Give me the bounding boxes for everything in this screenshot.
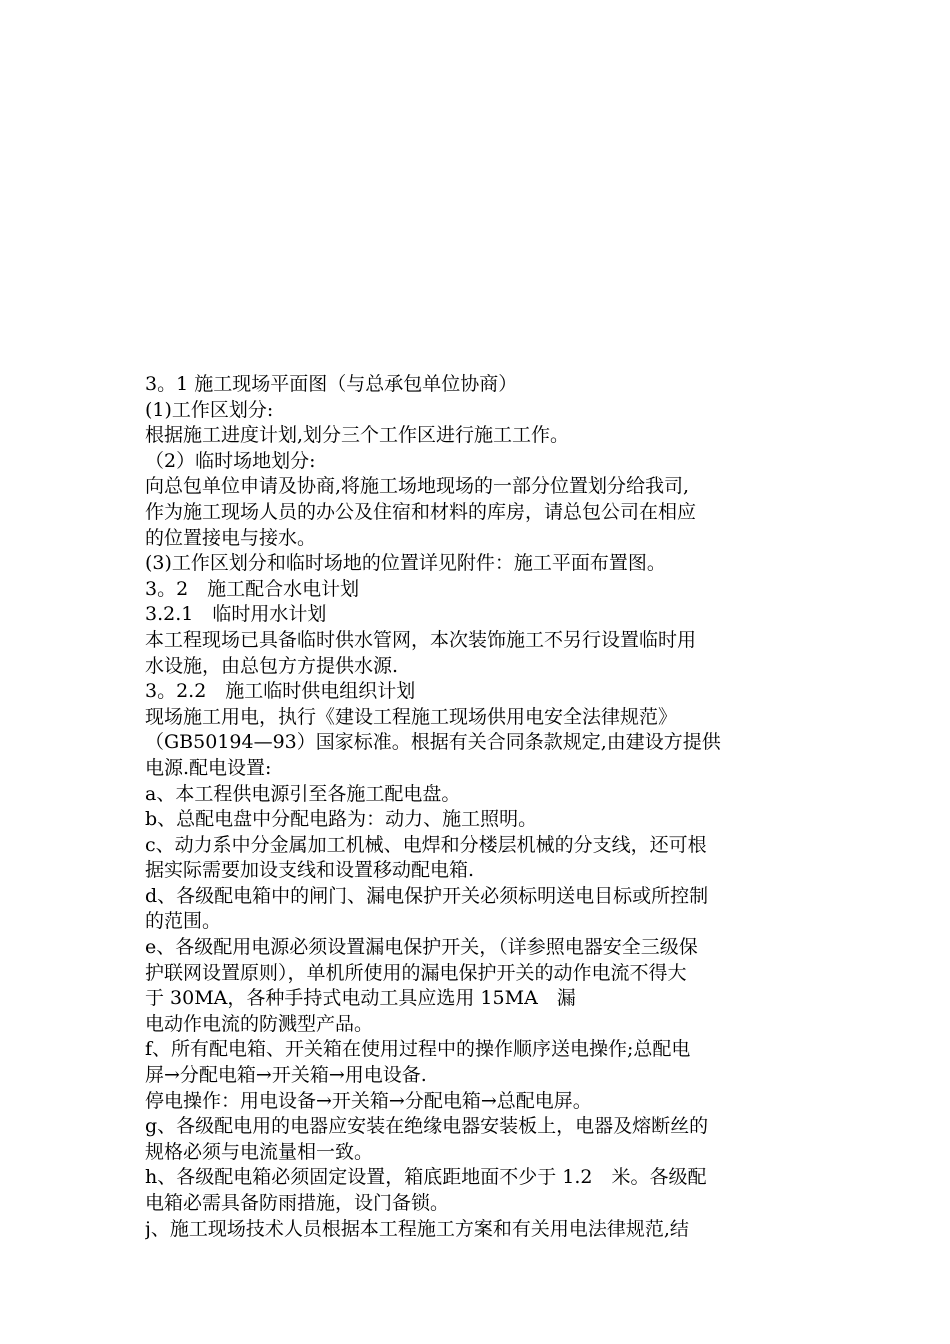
section-heading-3-2: 3。2 施工配合水电计划 xyxy=(145,577,360,600)
list-item-e: e、各级配用电源必须设置漏电保护开关，（详参照电器安全三级保 xyxy=(145,936,698,959)
paragraph-line: 水设施，由总包方方提供水源. xyxy=(145,654,399,677)
list-item-a: a、本工程供电源引至各施工配电盘。 xyxy=(145,782,461,805)
list-item-j: j、施工现场技术人员根据本工程施工方案和有关用电法律规范,结 xyxy=(145,1217,689,1240)
paragraph-line: 根据施工进度计划,划分三个工作区进行施工工作。 xyxy=(145,424,570,447)
list-item-e-cont: 于 30MA，各种手持式电动工具应选用 15MA 漏 xyxy=(145,987,576,1010)
document-body xyxy=(145,372,815,1242)
section-heading-3-1: 3。1 施工现场平面图（与总承包单位协商） xyxy=(145,373,518,395)
list-item-d-cont: 的范围。 xyxy=(145,910,222,933)
subheading-temp-site: （2）临时场地划分: xyxy=(145,449,316,472)
paragraph-line: 作为施工现场人员的办公及住宿和材料的库房，请总包公司在相应 xyxy=(145,500,697,523)
list-item-g-cont: 规格必须与电流量相一致。 xyxy=(145,1140,374,1163)
list-item-e-cont: 护联网设置原则），单机所使用的漏电保护开关的动作电流不得大 xyxy=(145,961,687,984)
paragraph-line: (3)工作区划分和临时场地的位置详见附件：施工平面布置图。 xyxy=(145,552,666,575)
list-item-h-cont: 电箱必需具备防雨措施，设门备锁。 xyxy=(145,1192,450,1214)
list-item-f: f、所有配电箱、开关箱在使用过程中的操作顺序送电操作;总配电 xyxy=(145,1038,691,1061)
paragraph-line: 本工程现场已具备临时供水管网，本次装饰施工不另行设置临时用 xyxy=(145,628,697,651)
subheading-3-2-2: 3。2.2 施工临时供电组织计划 xyxy=(145,680,416,703)
list-item-h: h、各级配电箱必须固定设置，箱底距地面不少于 1.2 米。各级配 xyxy=(145,1166,707,1189)
list-item-d: d、各级配电箱中的闸门、漏电保护开关必须标明送电目标或所控制 xyxy=(145,884,709,907)
list-item-g: g、各级配电用的电器应安装在绝缘电器安装板上，电器及熔断丝的 xyxy=(145,1115,709,1138)
paragraph-line: 停电操作：用电设备→开关箱→分配电箱→总配电屏。 xyxy=(145,1089,592,1112)
paragraph-line: 现场施工用电，执行《建设工程施工现场供用电安全法律规范》 xyxy=(145,705,678,728)
list-item-b: b、总配电盘中分配电路为：动力、施工照明。 xyxy=(145,808,538,831)
subheading-work-area: (1)工作区划分: xyxy=(145,398,274,421)
paragraph-line: 向总包单位申请及协商,将施工场地现场的一部分位置划分给我司, xyxy=(145,475,690,498)
list-item-f-cont: 屏→分配电箱→开关箱→用电设备. xyxy=(145,1064,427,1087)
paragraph-line: 的位置接电与接水。 xyxy=(145,526,317,549)
subheading-3-2-1: 3.2.1 临时用水计划 xyxy=(145,603,327,626)
list-item-e-cont: 电动作电流的防溅型产品。 xyxy=(145,1012,374,1035)
list-item-c-cont: 据实际需要加设支线和设置移动配电箱. xyxy=(145,859,475,882)
paragraph-line: 电源.配电设置: xyxy=(145,756,272,779)
paragraph-line: （GB50194—93）国家标准。根据有关合同条款规定,由建设方提供 xyxy=(145,731,721,754)
list-item-c: c、动力系中分金属加工机械、电焊和分楼层机械的分支线，还可根 xyxy=(145,833,707,856)
